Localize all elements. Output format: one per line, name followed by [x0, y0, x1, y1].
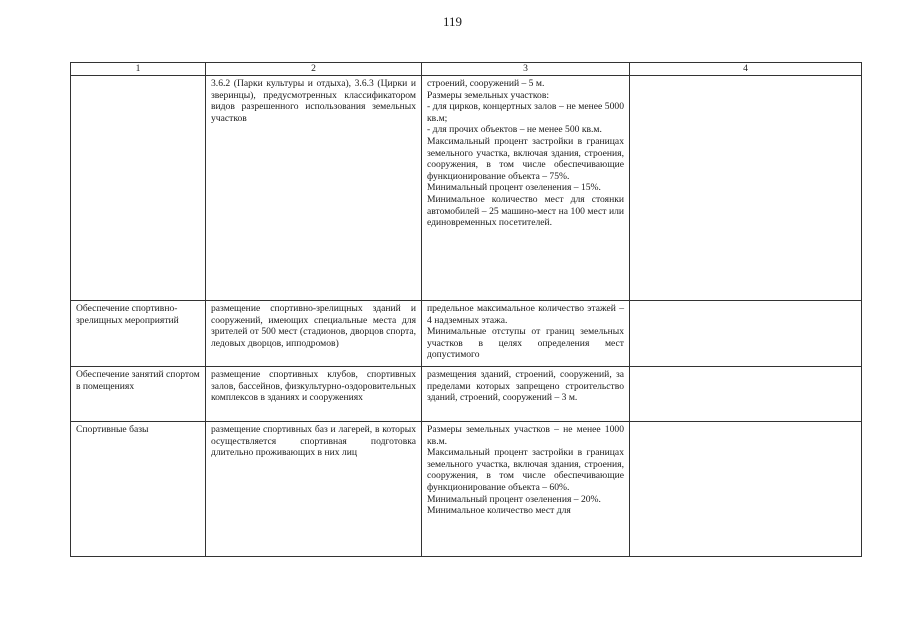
row1-use-name: Обеспечение спортивно-зрелищных мероприятий: [71, 301, 206, 367]
row2-param-1: размещения зданий, строений, сооружений, за пределами которых запрещено строительство зданий, строений, сооружений – 3 м.: [427, 369, 624, 404]
table-row: [71, 367, 862, 422]
row3-param-1: Размеры земельных участков – не менее 1000 кв.м.: [427, 424, 624, 447]
row0-param-2: Размеры земельных участков:: [427, 89, 550, 101]
row0-use-description: 3.6.2 (Парки культуры и отдыха), 3.6.3 (Цирки и зверинцы), предусмотренных классификатором видов разрешенного использования земельных участков: [206, 76, 422, 301]
row0-param-1: строений, сооружений – 5 м.: [427, 78, 545, 89]
row1-use-description: размещение спортивно-зрелищных зданий и сооружений, имеющих специальные места для зрителей от 500 мест (стадионов, дворцов спорта, ледовых дворцов, ипподромов): [206, 301, 422, 367]
header-col-1: 1: [71, 63, 206, 76]
row1-param-1: предельное максимальное количество этажей – 4 надземных этажа.: [427, 303, 624, 326]
row0-notes: [630, 76, 862, 301]
table-row: [71, 422, 862, 557]
row0-param-6: Минимальный процент озеленения – 15%.: [427, 182, 601, 194]
row3-notes: [630, 422, 862, 557]
row0-param-7: Минимальное количество мест для стоянки автомобилей – 25 машино-мест на 100 мест или единовременных посетителей.: [427, 193, 624, 229]
row1-notes: [630, 301, 862, 367]
header-col-2: 2: [206, 63, 422, 76]
header-col-4: 4: [630, 63, 862, 76]
row2-notes: [630, 367, 862, 422]
page-number: 119: [442, 14, 463, 29]
row0-parameters: [422, 76, 630, 301]
table-row: [71, 76, 862, 301]
row3-use-description: размещение спортивных баз и лагерей, в которых осуществляется спортивная подготовка длительно проживающих в них лиц: [206, 422, 422, 557]
row2-parameters: [422, 367, 630, 422]
zoning-regulations-table: [70, 62, 862, 557]
row3-param-3: Минимальный процент озеленения – 20%.: [427, 493, 601, 505]
row2-use-description: размещение спортивных клубов, спортивных залов, бассейнов, физкультурно-оздоровительных комплексов в зданиях и сооружениях: [206, 367, 422, 422]
row0-param-4: - для прочих объектов – не менее 500 кв.м.: [427, 124, 602, 136]
row0-param-5: Максимальный процент застройки в границах земельного участка, включая здания, строения, сооружения, в том числе обеспечивающие функционирование объекта – 75%.: [427, 135, 624, 182]
row3-use-name: Спортивные базы: [71, 422, 206, 557]
row1-param-2: Минимальные отступы от границ земельных участков в целях определения мест допустимого: [427, 326, 624, 361]
header-col-3: 3: [422, 63, 630, 76]
table-row: [71, 301, 862, 367]
row0-param-3: - для цирков, концертных залов – не менее 5000 кв.м;: [427, 101, 624, 124]
table-header-row: [71, 63, 862, 76]
row2-use-name: Обеспечение занятий спортом в помещениях: [71, 367, 206, 422]
row1-parameters: [422, 301, 630, 367]
row3-param-4: Минимальное количество мест для: [427, 505, 571, 517]
row3-parameters: [422, 422, 630, 557]
row3-param-2: Максимальный процент застройки в границах земельного участка, включая здания, строения, сооружения, в том числе обеспечивающие функционирование объекта – 60%.: [427, 447, 624, 493]
row0-use-name: [71, 76, 206, 301]
